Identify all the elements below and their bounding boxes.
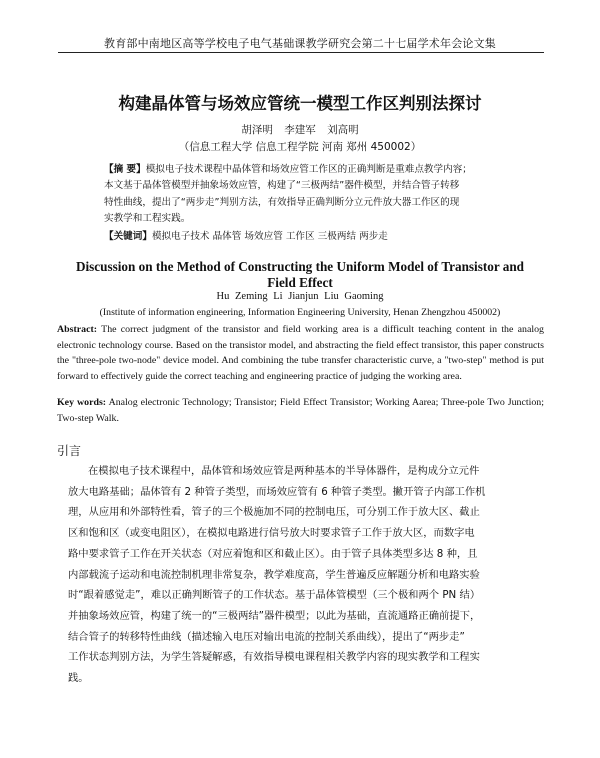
chinese-abstract [104,162,500,227]
chinese-keywords-text: 模拟电子技术 晶体管 场效应管 工作区 三极两结 两步走 [151,231,388,242]
introduction-line: 理，从应用和外部特性看，管子的三个极施加不同的控制电压，可分别工作于放大区、截止 [68,506,480,519]
header-rule [58,52,544,53]
chinese-abstract-line [104,162,500,178]
introduction-line: 践。 [68,672,89,685]
chinese-title: 构建晶体管与场效应管统一模型工作区判别法探讨 [118,94,482,113]
chinese-abstract-label: 【摘 要】 [104,164,146,175]
introduction-body [68,461,544,689]
introduction-line: 内部载流子运动和电流控制机理非常复杂，教学难度高，学生普遍反应解题分析和电路实验 [68,568,480,581]
introduction-line: 时“跟着感觉走”，难以正确判断管子的工作状态。基于晶体管模型（三个极和两个 PN 结） [68,589,481,602]
chinese-abstract-text: 模拟电子技术课程中晶体管和场效应管工作区的正确判断是重难点教学内容； [145,164,472,175]
chinese-keywords-label: 【关键词】 [104,231,152,242]
english-abstract [57,322,544,384]
english-authors: Hu Zeming Li Jianjun Liu Gaoming [216,291,384,302]
introduction-line: 区和饱和区（或变电阻区），在模拟电路进行信号放大时要求管子工作于放大区，而数字电 [68,527,475,540]
english-keywords [57,395,544,426]
english-keywords-label: Key words: [57,397,107,408]
chinese-authors: 胡泽明 李建军 刘高明 [241,124,359,136]
introduction-line: 路中要求管子工作在开关状态（对应着饱和区和截止区）。由于管子具体类型多达 8 种，且 [68,547,478,560]
chinese-affiliation: （信息工程大学 信息工程学院 河南 郑州 450002） [178,141,422,153]
chinese-abstract-line: 实教学和工程实践。 [104,212,191,224]
english-title: Discussion on the Method of Constructing the Uniform Model of Transistor and Field Effect [75,259,525,290]
introduction-line: 在模拟电子技术课程中，晶体管和场效应管是两种基本的半导体器件，是构成分立元件 [88,465,480,477]
introduction-line: 结合管子的转移特性曲线（描述输入电压对输出电流的控制关系曲线），提出了“两步走” [68,630,465,643]
running-header: 教育部中南地区高等学校电子电气基础课教学研究会第二十七届学术年会论文集 [104,37,496,50]
english-abstract-label: Abstract: [57,324,98,335]
chinese-abstract-line: 本文基于晶体管模型并抽象场效应管，构建了“三极两结”器件模型，并结合管子转移 [104,180,460,192]
english-affiliation: (Institute of information engineering, Information Engineering University, Henan Zhengzhou 450002) [99,307,501,318]
chinese-abstract-line: 特性曲线，提出了“两步走”判别方法，有效指导正确判断分立元件放大器工作区的现 [104,196,460,208]
introduction-line: 并抽象场效应管，构建了统一的“三极两结”器件模型；以此为基础，直流通路正确前提下， [68,609,481,622]
english-keywords-text: Analog electronic Technology; Transistor; Field Effect Transistor; Working Aarea; Three-pole Two Junction; Two-step Walk. [57,397,544,424]
introduction-line: 工作状态判别方法，为学生答疑解惑，有效指导模电课程相关教学内容的现实教学和工程实 [68,651,480,664]
english-abstract-text: The correct judgment of the transistor and field working area is a difficult teaching content in the analog electronic technology course. Based on the transistor model, and abstracting the field effect transistor, this paper constructs the "three-pole two-node" device model. And combining the tube transfer characteristic curve, a "two-step" method is put forward to effectively guide the correct teaching and engineering practice of judging the working area. [57,324,544,382]
chinese-keywords [104,229,500,245]
introduction-line: 放大电路基础；晶体管有 2 种管子类型，而场效应管有 6 种管子类型。撇开管子内部工作机 [68,485,486,498]
section-heading-introduction: 引言 [57,444,82,458]
